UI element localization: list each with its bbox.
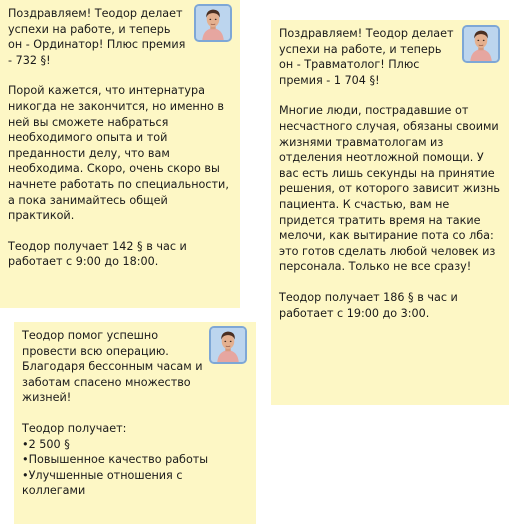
reward-list: [22, 437, 248, 499]
card-heading: Поздравляем! Теодор делает успехи на работе, и теперь он - Ординатор! Плюс премия - 732 §!: [8, 7, 186, 67]
sim-portrait-icon[interactable]: [194, 4, 232, 42]
portrait-graphic: [211, 328, 245, 362]
reward-item: • 2 500 §: [22, 437, 248, 453]
card-heading: Поздравляем! Теодор делает успехи на работе, и теперь он - Травматолог! Плюс премия - 1 704 §!: [279, 27, 454, 87]
sim-portrait-icon[interactable]: [462, 25, 500, 63]
notification-card-promotion-trauma: [271, 20, 509, 405]
reward-item: • Повышенное качество работы: [22, 452, 248, 468]
sim-portrait-icon[interactable]: [209, 326, 247, 364]
card-body: Многие люди, пострадавшие от несчастного случая, обязаны своими жизнями травматологам из отделения неотложной помощи. У вас есть лишь секунды на принятие решения, от которого зависит жизнь пациента. К счастью, вам не придется тратить время на такие мелочи, как вытирание пота со лба: это готов сделать любой человек из персонала. Только не все сразу!: [279, 104, 501, 274]
notification-card-promotion-resident: [0, 0, 240, 308]
reward-list-title: Теодор получает:: [22, 421, 127, 435]
portrait-graphic: [464, 27, 498, 61]
card-footer: Теодор получает 142 § в час и работает с 9:00 до 18:00.: [8, 239, 187, 269]
card-heading: Теодор помог успешно провести всю операцию. Благодаря бессонным часам и заботам спасено множество жизней!: [22, 329, 203, 405]
card-body: Порой кажется, что интернатура никогда не закончится, но именно в ней вы сможете набраться необходимого опыта и той преданности делу, что вам необходима. Скоро, очень скоро вы начнете работать по специальности, а пока занимайтесь общей практикой.: [8, 84, 229, 223]
notification-card-operation-success: [14, 322, 256, 524]
card-footer: Теодор получает 186 § в час и работает с 19:00 до 3:00.: [279, 290, 458, 320]
reward-item: • Улучшенные отношения с коллегами: [22, 468, 248, 499]
portrait-graphic: [196, 6, 230, 40]
